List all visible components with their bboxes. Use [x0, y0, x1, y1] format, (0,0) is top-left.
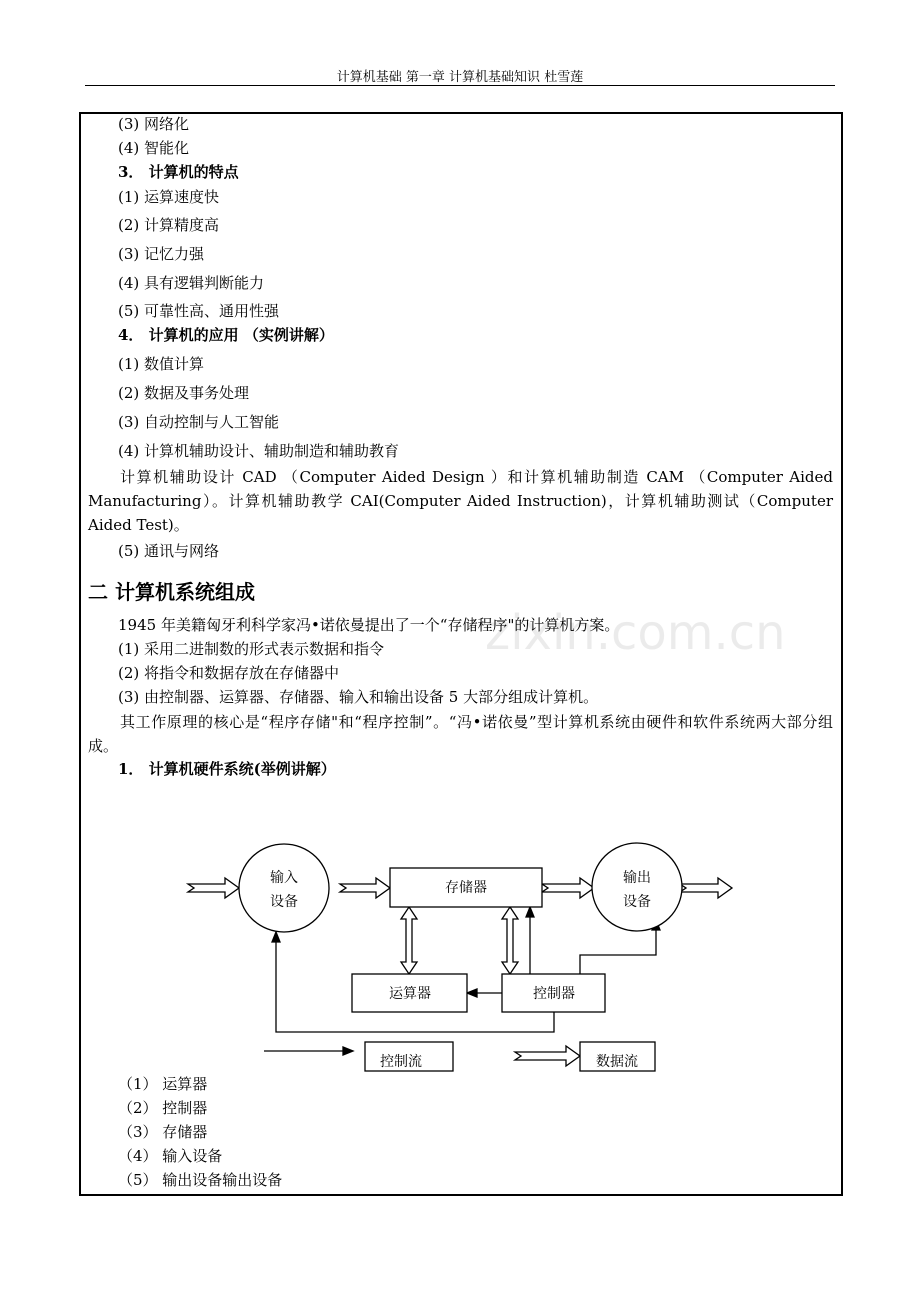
- input-label-1: 输入: [270, 870, 298, 886]
- cad-paragraph: 计算机辅助设计 CAD （Computer Aided Design ）和计算机辅助制造 CAM （Computer Aided Manufacturing）。计算机辅助教学 CAI(Computer Aided Instruction)，计算机辅助测试（Computer Aided Test)。: [88, 468, 833, 534]
- text-line: (3) 自动控制与人工智能: [118, 413, 280, 431]
- text-line: (5) 通讯与网络: [118, 542, 220, 560]
- text-line: (1) 运算速度快: [118, 188, 220, 206]
- arrowhead-icon: [343, 1047, 353, 1055]
- text-line: (3) 由控制器、运算器、存储器、输入和输出设备 5 大部分组成计算机。: [118, 688, 599, 706]
- text-line: (5) 可靠性高、通用性强: [118, 302, 280, 320]
- text-line: （2） 控制器: [118, 1099, 208, 1117]
- text-line: (1) 数值计算: [118, 355, 205, 373]
- memory-label: 存储器: [445, 880, 487, 896]
- arrowhead-icon: [272, 932, 280, 942]
- principle-paragraph: 其工作原理的核心是“程序存储"和“程序控制”。“冯•诺依曼”型计算机系统由硬件和软件系统两大部分组成。: [88, 713, 833, 755]
- legend-control-label: 控制流: [380, 1054, 422, 1070]
- input-device-node: [239, 844, 329, 932]
- text-line: (3) 网络化: [118, 115, 190, 133]
- data-flow-arrow-out: [680, 878, 732, 898]
- output-label-1: 输出: [623, 870, 651, 886]
- text-line: （3） 存储器: [118, 1123, 208, 1141]
- watermark: zixin.com.cn: [485, 605, 786, 661]
- input-label-2: 设备: [270, 894, 298, 910]
- data-flow-arrow-memory-controller: [502, 907, 518, 974]
- section-title: 二 计算机系统组成: [88, 580, 255, 604]
- control-line-to-output: [580, 930, 656, 974]
- text-line: (3) 记忆力强: [118, 245, 205, 263]
- text-line: (4) 计算机辅助设计、辅助制造和辅助教育: [118, 442, 400, 460]
- data-flow-arrow-memory-output: [542, 878, 594, 898]
- alu-label: 运算器: [389, 986, 431, 1002]
- text-line: 4． 计算机的应用 （实例讲解）: [118, 326, 334, 344]
- page-header: 计算机基础 第一章 计算机基础知识 杜雪莲: [336, 70, 584, 85]
- arrowhead-icon: [467, 989, 477, 997]
- text-line: (4) 智能化: [118, 139, 190, 157]
- text-line: (2) 数据及事务处理: [118, 384, 250, 402]
- legend-data-arrow: [515, 1046, 580, 1066]
- controller-label: 控制器: [533, 986, 575, 1002]
- text-line: (4) 具有逻辑判断能力: [118, 274, 265, 292]
- arrowhead-icon: [526, 907, 534, 917]
- text-line: （1） 运算器: [118, 1075, 208, 1093]
- text-line: (2) 计算精度高: [118, 216, 220, 234]
- text-line: (2) 将指令和数据存放在存储器中: [118, 664, 340, 682]
- text-line: (1) 采用二进制数的形式表示数据和指令: [118, 640, 385, 658]
- data-flow-arrow-input-memory: [340, 878, 390, 898]
- text-line: 1． 计算机硬件系统(举例讲解）: [118, 760, 336, 778]
- text-line: （5） 输出设备输出设备: [118, 1171, 283, 1189]
- text-line: （4） 输入设备: [118, 1147, 223, 1165]
- data-flow-arrow-memory-alu: [401, 907, 417, 974]
- data-flow-arrow-in: [188, 878, 239, 898]
- text-line: 1945 年美籍匈牙利科学家冯•诺依曼提出了一个“存储程序"的计算机方案。: [118, 616, 620, 634]
- output-device-node: [592, 843, 682, 931]
- legend-data-label: 数据流: [596, 1054, 638, 1070]
- output-label-2: 设备: [623, 894, 651, 910]
- text-line: 3． 计算机的特点: [118, 163, 239, 181]
